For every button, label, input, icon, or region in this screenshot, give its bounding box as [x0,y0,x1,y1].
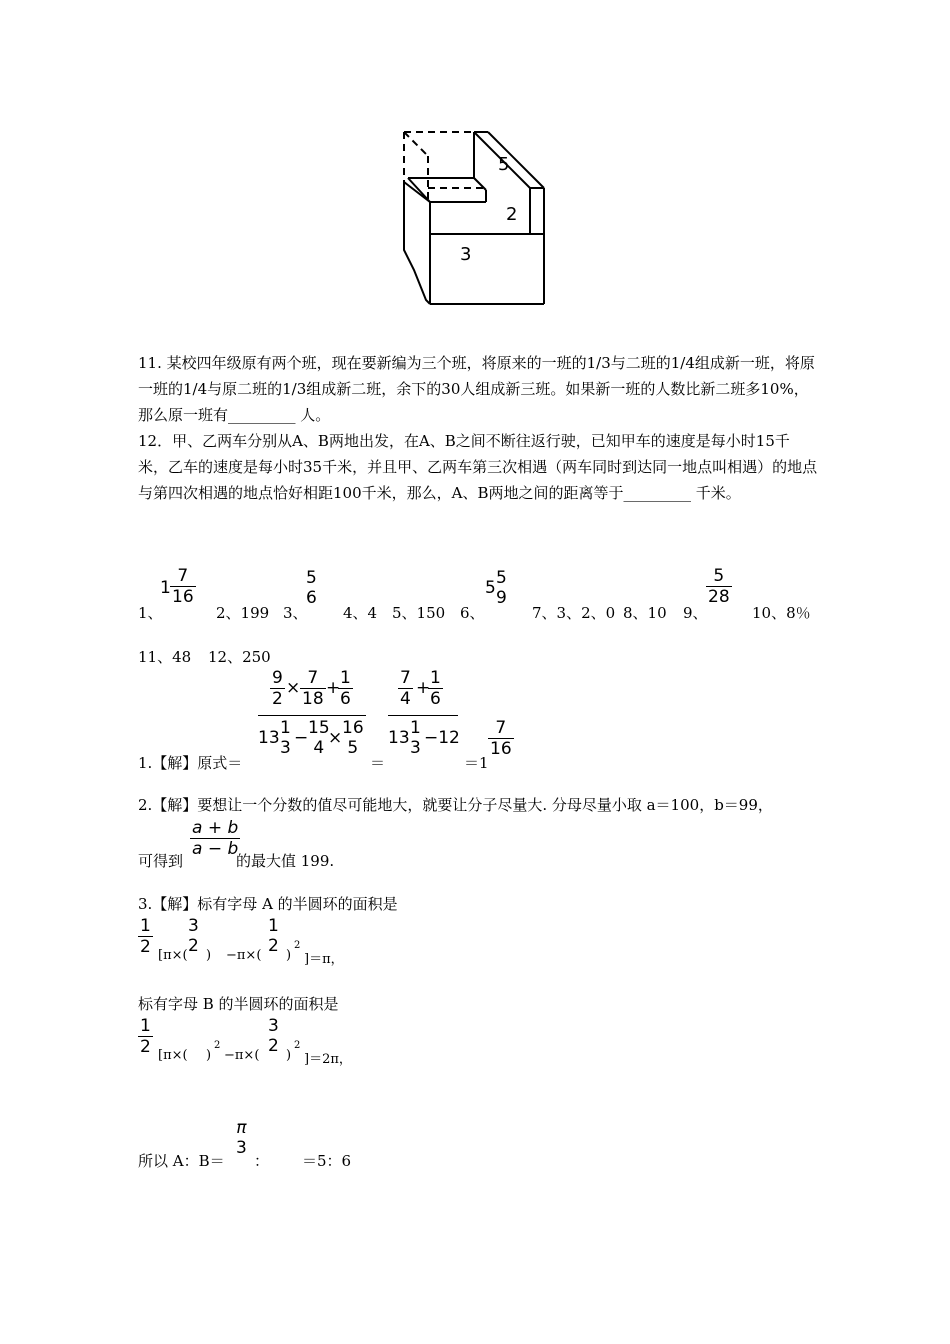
solution-3-ratio-result: ＝5：6 [302,1152,352,1170]
solution-3-ratio-prefix: 所以 A：B＝ [138,1152,225,1170]
solution-3-line-1: 3.【解】标有字母 A 的半圆环的面积是 [138,895,398,913]
label-5: 5 [498,154,510,175]
answer-1-prefix: 1、 [138,604,163,622]
answer-4: 4、4 [343,604,378,622]
answer-11: 11、48 [138,648,192,666]
answer-5: 5、150 [392,604,446,622]
question-11: 11. 某校四年级原有两个班，现在要新编为三个班，将原来的一班的1/3与二班的1/4组成新一班，将原一班的1/4与原二班的1/3组成新二班，余下的30人组成新三班。如果新一班的人数比新二班多10%，那么原一班有_________ 人。 [138,354,815,424]
answer-9-fraction: $\frac{5}{28}$ [708,566,730,607]
solution-3-ratio-fraction: π 3 [236,1118,247,1158]
solution-3-ratio-colon: ： [254,1152,270,1170]
solution-1-equals-1: ＝ [370,754,386,772]
solution-1-main-bar [258,715,366,716]
solution-2-line-1: 2.【解】要想让一个分数的值尽可能地大，就要让分子尽量大. 分母尽量小取 a＝100，b＝99， [138,796,773,814]
answer-2: 2、199 [216,604,270,622]
question-12: 12．甲、乙两车分别从A、B两地出发，在A、B之间不断往返行驶，已知甲车的速度是每小时15千米，乙车的速度是每小时35千米，并且甲、乙两车第三次相遇（两车同时到达同一地点叫相遇）的地点与第四次相遇的地点恰好相距100千米，那么，A、B两地之间的距离等于_________ 千米。 [138,432,818,502]
answer-6-fraction: 5 9 [496,568,507,608]
answer-1-whole: 1 [160,578,171,598]
solution-1-label: 1.【解】原式＝ [138,754,243,772]
answer-12: 12、250 [208,648,271,666]
solution-3-line-2: 标有字母 B 的半圆环的面积是 [138,995,339,1013]
solution-1-equals-2: ＝1 [464,754,489,772]
answer-3-fraction: 5 6 [306,568,317,608]
answer-7: 7、3、2、0 [532,604,616,622]
answer-6-prefix: 6、 [460,604,485,622]
solution-1-result-fraction: $\frac{7}{16}$ [490,718,512,759]
answer-6-whole: 5 [485,578,496,598]
solution-2-fraction: $\frac{a + b}{a - b}$ [192,818,239,859]
answer-8: 8、10 [623,604,667,622]
solution-2-prefix: 可得到 [138,852,184,870]
solution-2-suffix: 的最大值 199. [236,852,335,870]
solution-1-second-bar [388,715,458,716]
solution-3-area-b: $\frac{1}{2}$ [π×( ) 2 −π×( 3 2 ) 2 ]＝2π， [140,1016,352,1067]
answer-1-fraction: $\frac{7}{16}$ [172,566,194,607]
answer-9-prefix: 9、 [683,604,708,622]
label-3: 3 [460,244,472,265]
answer-10: 10、8％ [752,604,811,622]
solution-3-area-a: $\frac{1}{2}$ [π×( 3 2 ) −π×( 1 2 ) 2 ]＝π， [140,916,344,967]
answer-3-prefix: 3、 [283,604,308,622]
stepped-solid-figure [388,122,560,312]
label-2: 2 [506,204,518,225]
